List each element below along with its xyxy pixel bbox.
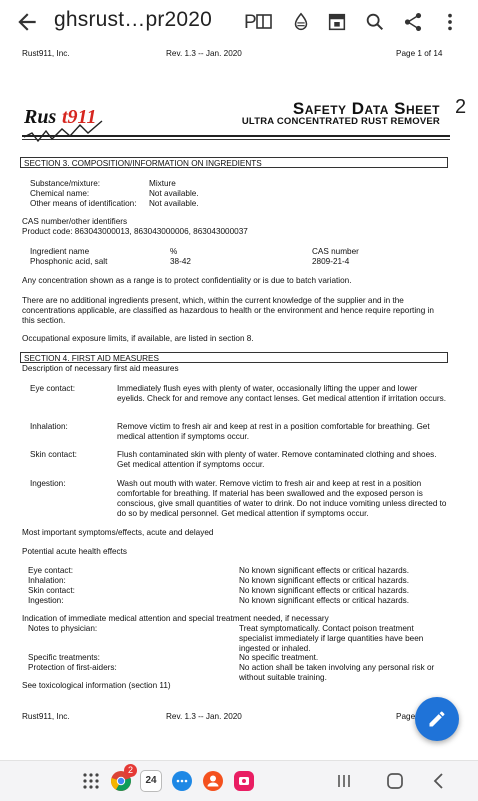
back-arrow-icon[interactable] xyxy=(14,9,40,35)
indication-label: Specific treatments: xyxy=(28,653,100,662)
acute-text: No known significant effects or critical hazards. xyxy=(239,596,410,605)
acute-label: Skin contact: xyxy=(28,586,75,595)
footer-page-number: Page xyxy=(396,712,416,721)
edit-pencil-icon xyxy=(427,709,447,729)
rust911-logo xyxy=(22,103,104,147)
row-label: Other means of identification: xyxy=(30,199,137,208)
measure-text: Wash out mouth with water. Remove victim to fresh air and keep at rest in a position comfortable for breathing. If material has been swallowed and the exposed person is conscious, give small quantities of water to drink. Do not induce vomiting unless directed to do so by medical personnel. Get medical attention if symptoms occur. xyxy=(117,479,447,518)
note-additional-ingredients: There are no additional ingredients present, which, within the current knowledge of the supplier and in the concentrations applicable, are classified as hazardous to health or the environment and hence require reporting in this section. xyxy=(22,296,434,325)
notification-badge: 2 xyxy=(124,764,137,777)
svg-text:Rus: Rus xyxy=(24,106,57,128)
product-name: ULTRA CONCENTRATED RUST REMOVER xyxy=(241,116,440,127)
indication-text: No action shall be taken involving any personal risk or without suitable training. xyxy=(239,663,435,682)
navigation-bar xyxy=(0,760,478,801)
svg-text:t911: t911 xyxy=(62,106,97,128)
table-header-percent: % xyxy=(170,247,178,256)
measure-label: Eye contact: xyxy=(30,384,76,393)
first-aid-subheading: Description of necessary first aid measures xyxy=(22,364,179,373)
indication-heading: Indication of immediate medical attention and special treatment needed, if necessary xyxy=(22,614,329,623)
header-rule-thin xyxy=(22,139,450,140)
sds-title-block xyxy=(241,99,440,127)
cas-heading: CAS number/other identifiers xyxy=(22,217,128,226)
calendar-icon[interactable] xyxy=(140,770,162,792)
home-icon[interactable] xyxy=(384,770,406,792)
section4-heading: SECTION 4. FIRST AID MEASURES xyxy=(20,352,448,363)
acute-text: No known significant effects or critical hazards. xyxy=(239,586,410,595)
sds-title: Safety Data Sheet xyxy=(292,99,440,118)
symptoms-heading: Most important symptoms/effects, acute and delayed xyxy=(22,528,214,537)
footer-revision: Rev. 1.3 -- Jan. 2020 xyxy=(166,712,242,721)
measure-label: Ingestion: xyxy=(30,479,66,488)
product-code: Product code: 863043000013, 863043000006, 863043000037 xyxy=(22,227,248,236)
acute-label: Inhalation: xyxy=(28,576,66,585)
share-icon[interactable] xyxy=(402,11,424,33)
row-label: Substance/mixture: xyxy=(30,179,101,188)
search-icon[interactable] xyxy=(364,11,386,33)
drop-outline-icon[interactable] xyxy=(290,11,312,33)
table-cell: 38-42 xyxy=(170,257,191,266)
chrome-icon[interactable] xyxy=(110,765,133,792)
header-revision: Rev. 1.3 -- Jan. 2020 xyxy=(166,49,242,58)
row-label: Chemical name: xyxy=(30,189,90,198)
row-value: Mixture xyxy=(149,179,176,188)
header-company: Rust911, Inc. xyxy=(22,49,70,58)
indication-text: No specific treatment. xyxy=(239,653,319,662)
section3-heading: SECTION 3. COMPOSITION/INFORMATION ON INGREDIENTS xyxy=(20,157,448,168)
measure-label: Inhalation: xyxy=(30,422,68,431)
screen-recorder-icon[interactable] xyxy=(233,770,255,792)
pdf-page[interactable] xyxy=(0,44,478,764)
header-rule xyxy=(22,135,450,137)
svg-text:P: P xyxy=(244,12,257,33)
acute-label: Eye contact: xyxy=(28,566,74,575)
indication-text: Treat symptomatically. Contact poison treatment specialist immediately if large quantities have been ingested or inhaled. xyxy=(239,624,424,653)
pdf-reader-mode-icon[interactable] xyxy=(244,11,274,33)
messages-icon[interactable] xyxy=(171,770,193,792)
measure-text: Remove victim to fresh air and keep at rest in a position comfortable for breathing. Get medical attention if symptoms occur. xyxy=(117,422,430,441)
contacts-icon[interactable] xyxy=(202,770,224,792)
acute-text: No known significant effects or critical hazards. xyxy=(239,566,410,575)
indication-label: Notes to physician: xyxy=(28,624,98,633)
footer-company: Rust911, Inc. xyxy=(22,712,70,721)
table-cell: Phosphonic acid, salt xyxy=(30,257,108,266)
recents-icon[interactable] xyxy=(336,770,352,792)
measure-text: Immediately flush eyes with plenty of water, occasionally lifting the upper and lower eyelids. Check for and remove any contact lenses. Get medical attention if irritation occurs. xyxy=(117,384,447,403)
note-exposure-limits: Occupational exposure limits, if available, are listed in section 8. xyxy=(22,334,254,343)
header-page-number: Page 1 of 14 xyxy=(396,49,443,58)
edit-fab-button[interactable] xyxy=(415,697,459,741)
acute-text: No known significant effects or critical hazards. xyxy=(239,576,410,585)
document-title: ghsrust…pr2020 xyxy=(54,8,213,31)
page-indicator: 2 xyxy=(455,96,467,118)
app-bar xyxy=(0,0,478,44)
table-header-cas: CAS number xyxy=(312,247,359,256)
measure-label: Skin contact: xyxy=(30,450,77,459)
measure-text: Flush contaminated skin with plenty of water. Remove contaminated clothing and shoes. Get medical attention if symptoms occur. xyxy=(117,450,437,469)
calendar-day: 24 xyxy=(140,770,162,792)
indication-label: Protection of first-aiders: xyxy=(28,663,117,672)
row-value: Not available. xyxy=(149,199,199,208)
see-toxicological: See toxicological information (section 11) xyxy=(22,681,171,690)
acute-label: Ingestion: xyxy=(28,596,64,605)
note-concentration: Any concentration shown as a range is to protect confidentiality or is due to batch variation. xyxy=(22,276,352,285)
acute-heading: Potential acute health effects xyxy=(22,547,127,556)
row-value: Not available. xyxy=(149,189,199,198)
save-to-drive-icon[interactable] xyxy=(326,11,348,33)
apps-grid-icon[interactable] xyxy=(80,770,102,792)
table-cell: 2809-21-4 xyxy=(312,257,350,266)
table-header-ingredient: Ingredient name xyxy=(30,247,90,256)
back-icon[interactable] xyxy=(428,770,450,792)
more-vert-icon[interactable] xyxy=(444,11,456,33)
